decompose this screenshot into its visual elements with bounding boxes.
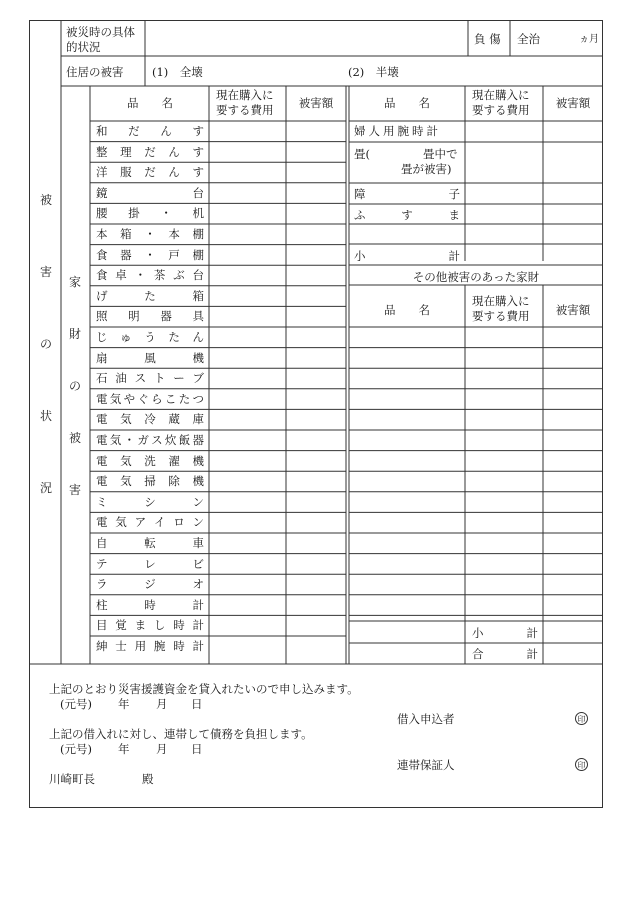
item-char: 車 <box>192 536 204 550</box>
item-char: シ <box>144 494 156 509</box>
household-item-row <box>96 413 204 426</box>
household-item-row <box>96 434 204 447</box>
healing-label: 全治 <box>517 32 540 46</box>
household-item-row <box>96 146 204 159</box>
item-char: 台 <box>192 268 204 283</box>
item-char: ・ <box>144 227 156 241</box>
item-char: ス <box>151 433 163 447</box>
other-item-name-header: 品 名 <box>384 303 430 317</box>
item-char: 棚 <box>192 227 204 241</box>
item-char: 転 <box>144 536 156 550</box>
item-char: こ <box>164 391 177 406</box>
item-char: 時 <box>173 618 185 633</box>
tatami-mid: 畳中で <box>423 147 458 161</box>
item-char: 覚 <box>115 618 127 633</box>
item-char: 子 <box>448 187 460 201</box>
item-char: 理 <box>120 144 132 159</box>
months-label: ヵ月 <box>579 34 599 45</box>
item-char: 掃 <box>144 474 156 489</box>
item-char: 箱 <box>192 288 204 303</box>
item-char: 明 <box>128 309 140 324</box>
item-char: 腰 <box>96 206 108 221</box>
application-date-day[interactable]: 日 <box>191 697 203 711</box>
item-char: 気 <box>120 453 132 468</box>
item-char: ン <box>192 515 204 530</box>
housing-damage-label: 住居の被害 <box>66 65 124 79</box>
item-char: 気 <box>120 474 132 489</box>
other-cost-header-l2: 要する費用 <box>472 309 530 323</box>
item-char: ん <box>192 330 204 344</box>
item-char: ぶ <box>173 268 185 283</box>
item-char: 計 <box>448 249 460 263</box>
household-item-row <box>96 207 204 220</box>
item-char: 計 <box>192 618 204 633</box>
item-char: 机 <box>192 206 204 221</box>
household-item-row <box>96 352 204 365</box>
guarantor-seal-icon: 印 <box>575 758 588 771</box>
item-char: 棚 <box>192 247 204 262</box>
damage-amount-header: 被害額 <box>298 96 334 110</box>
item-char: 電 <box>96 474 108 489</box>
item-char: 鏡 <box>96 185 108 200</box>
guarantee-statement: 上記の借入れに対し、連帯して債務を負担します。 <box>49 727 313 741</box>
item-char: 計 <box>526 626 538 640</box>
right-damage-amount-header: 被害額 <box>555 96 591 110</box>
item-char: や <box>123 391 136 406</box>
item-char: 機 <box>192 350 204 365</box>
applicant-seal-icon: 印 <box>575 712 588 725</box>
item-char: 腕 <box>153 639 166 653</box>
other-cost-header-l1: 現在購入に <box>472 294 530 308</box>
guarantee-date-year[interactable]: 年 <box>118 742 130 756</box>
guarantor-label: 連帯保証人 <box>397 758 455 772</box>
item-char: 時 <box>173 639 185 653</box>
item-char: た <box>178 391 191 406</box>
item-char: し <box>153 618 166 633</box>
option-full-destruction[interactable]: (1) 全壊 <box>152 65 203 79</box>
application-statement: 上記のとおり災害援護資金を貸入れたいので申し込みます。 <box>49 682 359 696</box>
item-char: 石 <box>96 371 108 386</box>
item-char: 気 <box>120 412 132 427</box>
cost-header-l1: 現在購入に <box>216 88 274 102</box>
household-item-row <box>96 249 204 262</box>
item-char: 和 <box>96 124 108 138</box>
household-item-row <box>96 310 204 323</box>
item-char: す <box>401 208 413 222</box>
vertical-label-char: 被 <box>69 431 82 445</box>
vertical-label-char: の <box>40 337 53 351</box>
item-char: ん <box>168 165 180 180</box>
item-char: テ <box>96 556 108 571</box>
household-item-row <box>96 516 204 529</box>
household-item-row <box>96 393 204 406</box>
vertical-label-char: 害 <box>69 483 82 497</box>
item-char: ・ <box>144 247 156 262</box>
item-char: だ <box>128 124 140 138</box>
household-item-row <box>96 578 204 591</box>
item-char: 電 <box>96 391 108 406</box>
item-char: 飯 <box>178 433 191 447</box>
household-item-row <box>96 619 204 632</box>
cost-header-l2: 要する費用 <box>216 103 274 117</box>
item-char: ー <box>173 371 185 386</box>
item-char: じ <box>96 330 108 344</box>
item-char: ま <box>134 618 147 633</box>
item-char: ブ <box>192 371 204 386</box>
item-char: 時 <box>144 597 156 612</box>
item-char: 照 <box>96 309 108 324</box>
item-char: 庫 <box>192 412 204 427</box>
item-char: 気 <box>115 515 127 530</box>
item-char: ミ <box>96 494 108 509</box>
guarantee-date-day[interactable]: 日 <box>191 742 203 756</box>
grand-subtotal-label <box>472 627 538 640</box>
item-char: 器 <box>120 247 132 262</box>
vertical-label-char: 状 <box>40 409 53 423</box>
item-char: 計 <box>526 647 538 661</box>
fusuma-item <box>354 209 460 222</box>
other-damage-amount-header: 被害額 <box>555 303 591 317</box>
household-item-row <box>96 475 204 488</box>
item-char: ・ <box>160 206 172 221</box>
addressee-name: 川崎町長 <box>49 772 95 786</box>
household-item-row <box>96 187 204 200</box>
item-char: ぐ <box>137 391 149 406</box>
item-char: つ <box>192 391 204 406</box>
item-char: 炊 <box>164 433 177 447</box>
loan-application-form <box>29 20 603 808</box>
item-char: ふ <box>354 208 366 222</box>
guarantee-date-era: (元号) <box>60 742 92 756</box>
household-item-row <box>96 558 204 571</box>
ladies-watch-label: 婦人用腕時計 <box>354 124 441 138</box>
item-char: 柱 <box>96 597 108 612</box>
household-item-row <box>96 331 204 344</box>
item-char: 電 <box>96 412 108 427</box>
item-char: ン <box>192 494 204 509</box>
vertical-label-char: 財 <box>69 327 82 341</box>
item-char: 戸 <box>168 247 180 262</box>
item-char: ガ <box>137 433 149 447</box>
item-char: た <box>144 288 156 303</box>
tatami-suffix: 畳が被害) <box>401 162 452 176</box>
item-char: ゅ <box>120 330 132 344</box>
application-date-era: (元号) <box>60 697 92 711</box>
item-char: 卓 <box>115 268 127 283</box>
item-char: 洗 <box>144 453 156 468</box>
item-char: 除 <box>168 474 180 489</box>
item-char: 濯 <box>168 453 180 468</box>
situation-label: 被災時の具体的状況 <box>66 25 135 54</box>
ladies-watch-item <box>354 125 460 138</box>
right-item-name-header: 品 名 <box>384 96 430 110</box>
item-char: ト <box>153 371 166 386</box>
item-name-header: 品 名 <box>127 96 173 110</box>
item-char: ジ <box>144 577 156 592</box>
item-char: 食 <box>96 247 108 262</box>
item-char: す <box>192 144 204 159</box>
application-date-month[interactable]: 月 <box>156 697 168 711</box>
item-char: 台 <box>192 185 204 200</box>
item-char: ま <box>448 208 460 222</box>
item-char: 機 <box>192 453 204 468</box>
item-char: 器 <box>192 433 204 447</box>
item-char: だ <box>144 144 156 159</box>
vertical-label-char: 被 <box>40 193 53 207</box>
option-half-destruction[interactable]: (2) 半壊 <box>348 65 399 79</box>
item-char: ・ <box>134 268 147 283</box>
item-char: ス <box>134 371 147 386</box>
item-char: 風 <box>144 350 156 365</box>
item-char: 茶 <box>153 268 166 283</box>
shoji-item <box>354 188 460 201</box>
household-item-row <box>96 290 204 303</box>
household-item-row <box>96 166 204 179</box>
item-char: レ <box>144 556 156 571</box>
item-char: 電 <box>96 515 108 530</box>
item-char: 計 <box>192 597 204 612</box>
item-char: 気 <box>109 391 122 406</box>
item-char: 用 <box>134 639 147 653</box>
item-char: ん <box>168 144 180 159</box>
household-item-row <box>96 640 204 653</box>
item-char: す <box>192 165 204 180</box>
household-item-row <box>96 537 204 550</box>
household-item-row <box>96 228 204 241</box>
item-char: た <box>168 330 180 344</box>
vertical-label-char: の <box>69 379 82 393</box>
right-cost-header-l2: 要する費用 <box>472 103 530 117</box>
household-item-row <box>96 599 204 612</box>
item-char: 小 <box>472 626 484 640</box>
item-char: イ <box>153 515 166 530</box>
item-char: 整 <box>96 144 108 159</box>
item-char: 気 <box>109 433 122 447</box>
item-char: ビ <box>192 556 204 571</box>
item-char: ア <box>134 515 147 530</box>
item-char: す <box>192 124 204 138</box>
item-char: 油 <box>115 371 127 386</box>
item-char: 器 <box>160 309 172 324</box>
item-char: げ <box>96 288 108 303</box>
item-char: 小 <box>354 249 366 263</box>
item-char: 士 <box>115 639 127 653</box>
other-items-title: その他被害のあった家財 <box>412 270 540 284</box>
item-char: ロ <box>173 515 185 530</box>
right-subtotal-label <box>354 250 460 263</box>
vertical-label-char: 家 <box>69 275 82 289</box>
item-char: 具 <box>192 309 204 324</box>
item-char: オ <box>192 577 204 592</box>
item-char: 電 <box>96 433 108 447</box>
item-char: 扇 <box>96 350 108 365</box>
item-char: 本 <box>96 227 108 241</box>
item-char: う <box>144 330 156 344</box>
guarantee-date-month[interactable]: 月 <box>156 742 168 756</box>
item-char: 本 <box>168 227 180 241</box>
item-char: ・ <box>123 433 136 447</box>
injury-label: 負 傷 <box>474 32 501 46</box>
household-item-row <box>96 125 204 138</box>
household-item-row <box>96 455 204 468</box>
application-date-year[interactable]: 年 <box>118 697 130 711</box>
item-char: 電 <box>96 453 108 468</box>
addressee-honorific: 殿 <box>142 772 154 786</box>
item-char: 紳 <box>96 639 108 653</box>
item-char: ラ <box>96 577 108 592</box>
item-char: 洋 <box>96 165 108 180</box>
item-char: 自 <box>96 536 108 550</box>
item-char: 箱 <box>120 227 132 241</box>
applicant-label: 借入申込者 <box>397 712 455 726</box>
grand-total-label <box>472 648 538 661</box>
item-char: ら <box>151 391 163 406</box>
item-char: だ <box>144 165 156 180</box>
item-char: 機 <box>192 474 204 489</box>
household-item-row <box>96 496 204 509</box>
vertical-label-char: 況 <box>40 481 53 495</box>
item-char: 食 <box>96 268 108 283</box>
item-char: 服 <box>120 165 132 180</box>
item-char: 合 <box>472 647 484 661</box>
item-char: 計 <box>192 639 204 653</box>
item-char: 冷 <box>144 412 156 427</box>
item-char: 蔵 <box>168 412 180 427</box>
item-char: 目 <box>96 618 108 633</box>
vertical-label-char: 害 <box>40 265 53 279</box>
item-char: ん <box>160 124 172 138</box>
right-cost-header-l1: 現在購入に <box>472 88 530 102</box>
household-item-row <box>96 372 204 385</box>
item-char: 掛 <box>128 206 140 221</box>
item-char: 障 <box>354 187 366 201</box>
household-item-row <box>96 269 204 282</box>
tatami-prefix: 畳( <box>354 147 370 161</box>
